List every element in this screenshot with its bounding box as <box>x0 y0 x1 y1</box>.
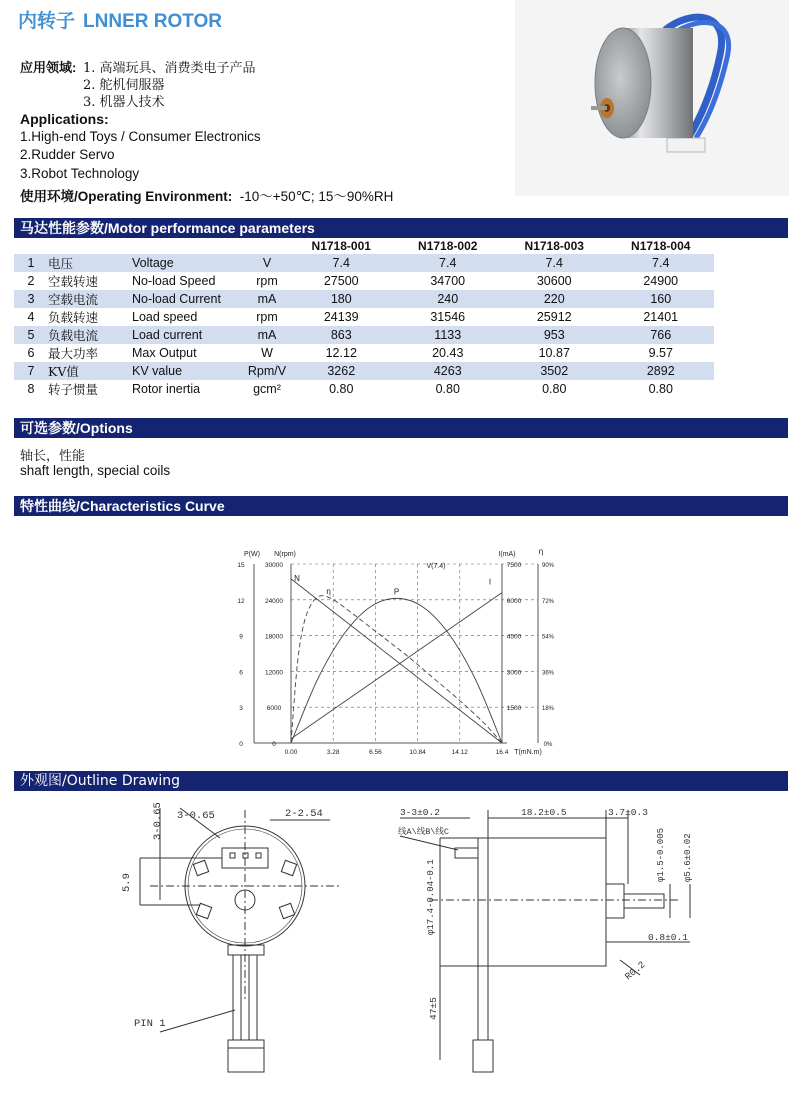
cell-value: 863 <box>288 326 395 344</box>
cell-value: 0.80 <box>329 382 354 396</box>
x-tick-label: 6.56 <box>369 749 382 756</box>
characteristics-chart <box>0 530 804 770</box>
i-tick-label: 3000 <box>506 669 522 677</box>
performance-table <box>14 238 714 398</box>
p-tick-label: 3 <box>239 705 243 713</box>
x-tick-label: 0.00 <box>284 749 298 756</box>
n-axis-title: N(rpm) <box>274 551 296 558</box>
dim-label: 3-0.65 <box>177 810 215 822</box>
outline-section-bar: 外观图/Outline Drawing <box>14 771 788 791</box>
cell-value: 25912 <box>536 310 572 324</box>
row-label-cn: 电压 <box>48 254 132 272</box>
row-label-en: Load speed <box>132 310 198 324</box>
table-row <box>14 308 714 326</box>
cell-value: 953 <box>501 326 608 344</box>
performance-section-bar: 马达性能参数/Motor performance parameters <box>14 218 788 238</box>
model-header: N1718-002 <box>418 239 478 253</box>
application-cn-1: 1. 高端玩具、消费类电子产品 <box>83 61 256 76</box>
table-row <box>14 362 714 380</box>
options-text-cn: 轴长，性能 <box>20 449 86 464</box>
cell-value: 240 <box>395 290 502 308</box>
i-tick-label: 6000 <box>506 597 522 605</box>
row-unit: gcm² <box>253 382 281 396</box>
n-tick-label: 6000 <box>266 705 282 713</box>
application-en-2: 2.Rudder Servo <box>20 147 115 162</box>
row-label-en: KV value <box>132 362 246 380</box>
series-label: I <box>488 577 492 587</box>
p-tick-label: 15 <box>237 562 245 569</box>
dim-label: φ1.5-0.005 <box>656 827 666 882</box>
cell-value: 9.57 <box>648 346 673 360</box>
cell-value: 24139 <box>323 310 359 324</box>
n-tick-label: 18000 <box>264 633 284 641</box>
row-label-cn: 空载转速 <box>48 274 99 289</box>
cell-value: 3262 <box>288 362 395 380</box>
series-label: N <box>294 573 300 583</box>
curve-section-bar: 特性曲线/Characteristics Curve <box>14 496 788 516</box>
model-header: N1718-003 <box>524 239 584 253</box>
i-tick-label: 4500 <box>506 633 522 641</box>
n-tick-label: 30000 <box>264 562 284 569</box>
table-row <box>14 290 714 308</box>
row-number: 6 <box>27 346 35 360</box>
chart-title: V(7.4) <box>426 563 446 570</box>
cell-value: 180 <box>288 290 395 308</box>
row-number: 3 <box>14 290 48 308</box>
series-N-line <box>291 579 502 743</box>
cell-value: 7.4 <box>288 254 395 272</box>
row-unit: mA <box>246 326 288 344</box>
x-tick-label: 14.12 <box>451 749 468 756</box>
dim-label: 18.2±0.5 <box>521 807 567 818</box>
row-label-cn: 转子惯量 <box>48 382 99 397</box>
row-label-en: Max Output <box>132 346 197 360</box>
applications-label-cn: 应用领域: <box>20 60 77 75</box>
table-row <box>14 254 714 272</box>
model-header: N1718-001 <box>311 239 371 253</box>
options-text-en: shaft length, special coils <box>20 463 171 478</box>
cell-value: 3502 <box>501 362 608 380</box>
cell-value: 7.4 <box>395 254 502 272</box>
series-I-line <box>291 593 502 739</box>
row-number: 8 <box>27 382 35 396</box>
table-row <box>14 380 714 398</box>
row-number: 4 <box>27 310 35 324</box>
wire-connector <box>228 1040 264 1072</box>
cell-value: 4263 <box>395 362 502 380</box>
eta-tick-label: 36% <box>541 670 555 677</box>
model-header: N1718-004 <box>631 239 691 253</box>
table-row <box>14 326 714 344</box>
x-axis-title: T(mN.m) <box>514 749 542 756</box>
table-row <box>14 272 714 290</box>
dim-label: R0.2 <box>622 959 648 983</box>
cell-value: 34700 <box>430 274 466 288</box>
i-tick-label: 7500 <box>506 562 522 569</box>
row-label-cn: 空载电流 <box>48 290 132 308</box>
cell-value: 0.80 <box>648 382 673 396</box>
cell-value: 21401 <box>643 310 679 324</box>
n-tick-label: 12000 <box>264 669 284 677</box>
wire-label: 线A\线B\线C <box>398 827 450 837</box>
operating-environment <box>20 185 393 205</box>
i-axis-title: I(mA) <box>498 551 516 558</box>
environment-value: -10～+50℃; 15～90%RH <box>239 189 394 204</box>
row-unit: V <box>246 254 288 272</box>
cell-value: 0.80 <box>542 382 567 396</box>
series-label: P <box>393 587 400 597</box>
applications-label-en: Applications: <box>20 111 109 127</box>
n-tick-label: 24000 <box>264 597 284 605</box>
dim-label: 5.9 <box>121 873 133 892</box>
application-cn-2: 2. 舵机伺服器 <box>83 78 165 93</box>
motor-photo <box>515 0 789 196</box>
series-label: η <box>326 586 331 596</box>
eta-axis-title: η <box>538 547 544 556</box>
dim-label: 3-0.65 <box>152 802 164 840</box>
eta-tick-label: 54% <box>541 634 555 641</box>
p-axis-title: P(W) <box>244 551 260 558</box>
x-tick-label: 16.4 <box>495 749 509 756</box>
page-title <box>18 6 222 33</box>
cell-value: 31546 <box>430 310 466 324</box>
n-tick-label: 0 <box>272 741 276 748</box>
x-tick-label: 10.84 <box>409 749 426 756</box>
row-number: 5 <box>14 326 48 344</box>
cell-value: 10.87 <box>538 346 570 360</box>
dim-label: 2-2.54 <box>285 808 323 820</box>
table-header-row <box>14 238 714 254</box>
p-tick-label: 0 <box>239 741 243 748</box>
row-label-en: No-load Speed <box>132 274 216 288</box>
dim-label: 47±5 <box>428 997 439 1020</box>
cell-value: 12.12 <box>325 346 357 360</box>
table-row <box>14 344 714 362</box>
row-unit: mA <box>246 290 288 308</box>
row-number: 7 <box>14 362 48 380</box>
cell-value: 20.43 <box>432 346 464 360</box>
title-cn: 内转子 <box>18 11 76 32</box>
cell-value: 0.80 <box>435 382 460 396</box>
title-en: LNNER ROTOR <box>83 11 222 32</box>
dim-label: 0.8±0.1 <box>648 932 688 943</box>
eta-tick-label: 90% <box>541 563 555 569</box>
dim-label: φ17.4-0.04-0.1 <box>426 859 436 935</box>
options-section-bar: 可选参数/Options <box>14 418 788 438</box>
cell-value: 766 <box>608 326 715 344</box>
application-cn-3: 3. 机器人技术 <box>83 95 165 110</box>
cell-value: 1133 <box>395 326 502 344</box>
x-tick-label: 3.28 <box>326 749 340 756</box>
p-tick-label: 6 <box>239 669 243 677</box>
row-label-en: Voltage <box>132 254 246 272</box>
cell-value: 2892 <box>608 362 715 380</box>
row-number: 1 <box>14 254 48 272</box>
cell-value: 220 <box>501 290 608 308</box>
cell-value: 30600 <box>536 274 572 288</box>
dim-label: φ5.6±0.02 <box>683 833 693 882</box>
eta-tick-label: 72% <box>541 598 555 605</box>
eta-tick-label: 18% <box>541 706 555 713</box>
dim-label: 3-3±0.2 <box>400 807 440 818</box>
p-tick-label: 9 <box>239 633 243 641</box>
row-label-cn: 负载转速 <box>48 310 99 325</box>
application-en-1: 1.High-end Toys / Consumer Electronics <box>20 129 261 144</box>
row-label-en: Rotor inertia <box>132 382 201 396</box>
chart-series <box>291 579 502 743</box>
application-en-3: 3.Robot Technology <box>20 166 140 181</box>
i-tick-label: 1500 <box>506 705 522 713</box>
cell-value: 24900 <box>643 274 679 288</box>
row-label-cn: KV值 <box>48 362 132 380</box>
eta-tick-label: 0% <box>543 742 553 748</box>
dim-label: 3.7±0.3 <box>608 807 648 818</box>
p-tick-label: 12 <box>237 597 245 605</box>
cell-value: 7.4 <box>608 254 715 272</box>
cell-value: 27500 <box>323 274 359 288</box>
row-unit: rpm <box>256 274 278 288</box>
cell-value: 160 <box>608 290 715 308</box>
row-number: 2 <box>27 274 35 288</box>
row-unit: rpm <box>256 310 278 324</box>
outline-drawing <box>0 790 804 1090</box>
series-P-line <box>291 598 502 743</box>
environment-label: 使用环境/Operating Environment: <box>20 189 233 204</box>
row-unit: W <box>261 346 273 360</box>
side-view-shaft <box>606 884 624 918</box>
chart-labels <box>237 547 554 756</box>
row-label-en: Load current <box>132 326 246 344</box>
pin-label: PIN 1 <box>134 1018 166 1030</box>
side-view-body <box>488 838 606 966</box>
row-label-cn: 负载电流 <box>48 326 132 344</box>
row-unit: Rpm/V <box>247 364 287 378</box>
row-label-en: No-load Current <box>132 290 246 308</box>
row-label-cn: 最大功率 <box>48 346 99 361</box>
cell-value: 7.4 <box>501 254 608 272</box>
